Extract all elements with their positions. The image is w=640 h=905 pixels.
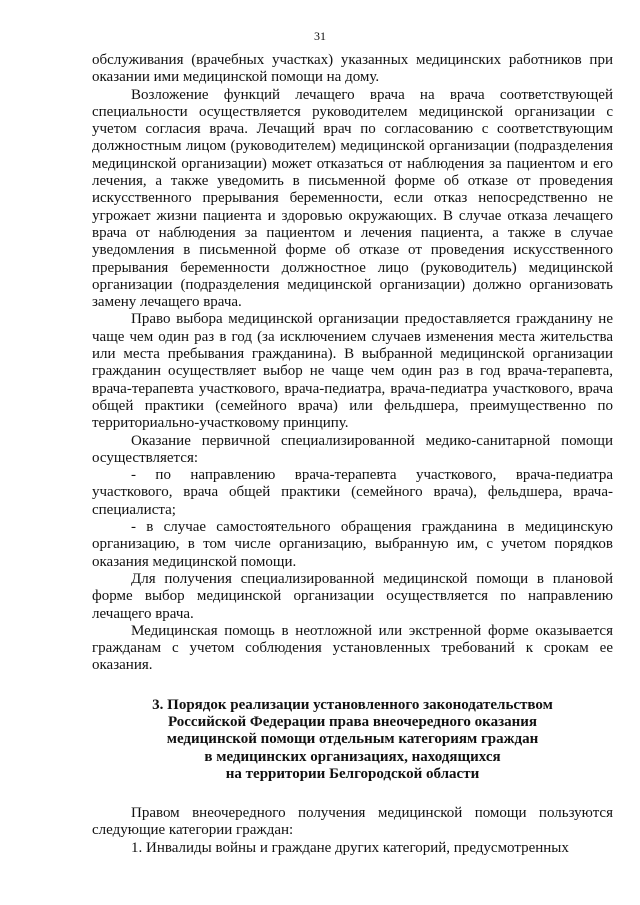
paragraph-specialized-care-intro: Оказание первичной специализированной медико-санитарной помощи осуществляется: — [92, 432, 613, 466]
paragraph-priority-categories: Правом внеочередного получения медицинской помощи пользуются следующие категории граждан: — [92, 805, 613, 839]
section-heading-line: медицинской помощи отдельным категориям граждан — [166, 731, 539, 748]
paragraph-planned-care: Для получения специализированной медицинской помощи в плановой форме выбор медицинской организации осуществляется по направлению лечащего врача. — [92, 570, 613, 622]
list-item-self-referral: - в случае самостоятельного обращения гражданина в медицинскую организацию, в том числе организацию, выбранную им, с учетом порядков оказания медицинской помощи. — [92, 519, 613, 570]
section-heading-line: в медицинских организациях, находящихся — [204, 748, 501, 765]
paragraph-attending-doctor: Возложение функций лечащего врача на врача соответствующей специальности осуществляется руководителем медицинской организации с учетом согласия врача. Лечащий врач по согласованию с соответствующим должностным лицом (руководителем) медицинской организации (подразделения медицинской организации) может отказаться от наблюдения за пациентом и его лечения, а также уведомить в письменной форме об отказе от проведения искусственного прерывания беременности, если отказ непосредственно не угрожает жизни пациента и здоровью окружающих. В случае отказа лечащего врача от наблюдения за пациентом и лечения пациента, а также в случае уведомления в письменной форме об отказе от проведения искусственного прерывания беременности должностное лицо (руководитель) медицинской организации (подразделения медицинской организации) должно организовать замену лечащего врача. — [92, 86, 613, 311]
section-heading-line: 3. Порядок реализации установленного законодательством — [152, 696, 553, 713]
list-item-referral: - по направлению врача-терапевта участкового, врача-педиатра участкового, врача общей практики (семейного врача), фельдшера, врача-специалиста; — [92, 467, 613, 518]
page-number: 31 — [314, 29, 326, 43]
section-heading-line: Российской Федерации права внеочередного оказания — [167, 713, 538, 730]
paragraph-emergency-care: Медицинская помощь в неотложной или экстренной форме оказывается гражданам с учетом соблюдения установленных требований к срокам ее оказания. — [92, 622, 613, 674]
paragraph-continuation: обслуживания (врачебных участках) указанных медицинских работников при оказании ими медицинской помощи на дому. — [92, 52, 613, 86]
section-heading — [92, 697, 613, 783]
list-item-war-invalids: 1. Инвалиды войны и граждане других категорий, предусмотренных — [131, 839, 569, 856]
document-body — [92, 52, 613, 857]
paragraph-choice-of-organization: Право выбора медицинской организации предоставляется гражданину не чаще чем один раз в год (за исключением случаев изменения места жительства или места пребывания гражданина). В выбранной медицинской организации гражданин осуществляет выбор не чаще чем один раз в год врача-терапевта, врача-терапевта участкового, врача-педиатра, врача-педиатра участкового, врача общей практики (семейного врача) или фельдшера, преимущественно по территориально-участковому принципу. — [92, 311, 613, 432]
section-heading-line: на территории Белгородской области — [225, 765, 480, 782]
